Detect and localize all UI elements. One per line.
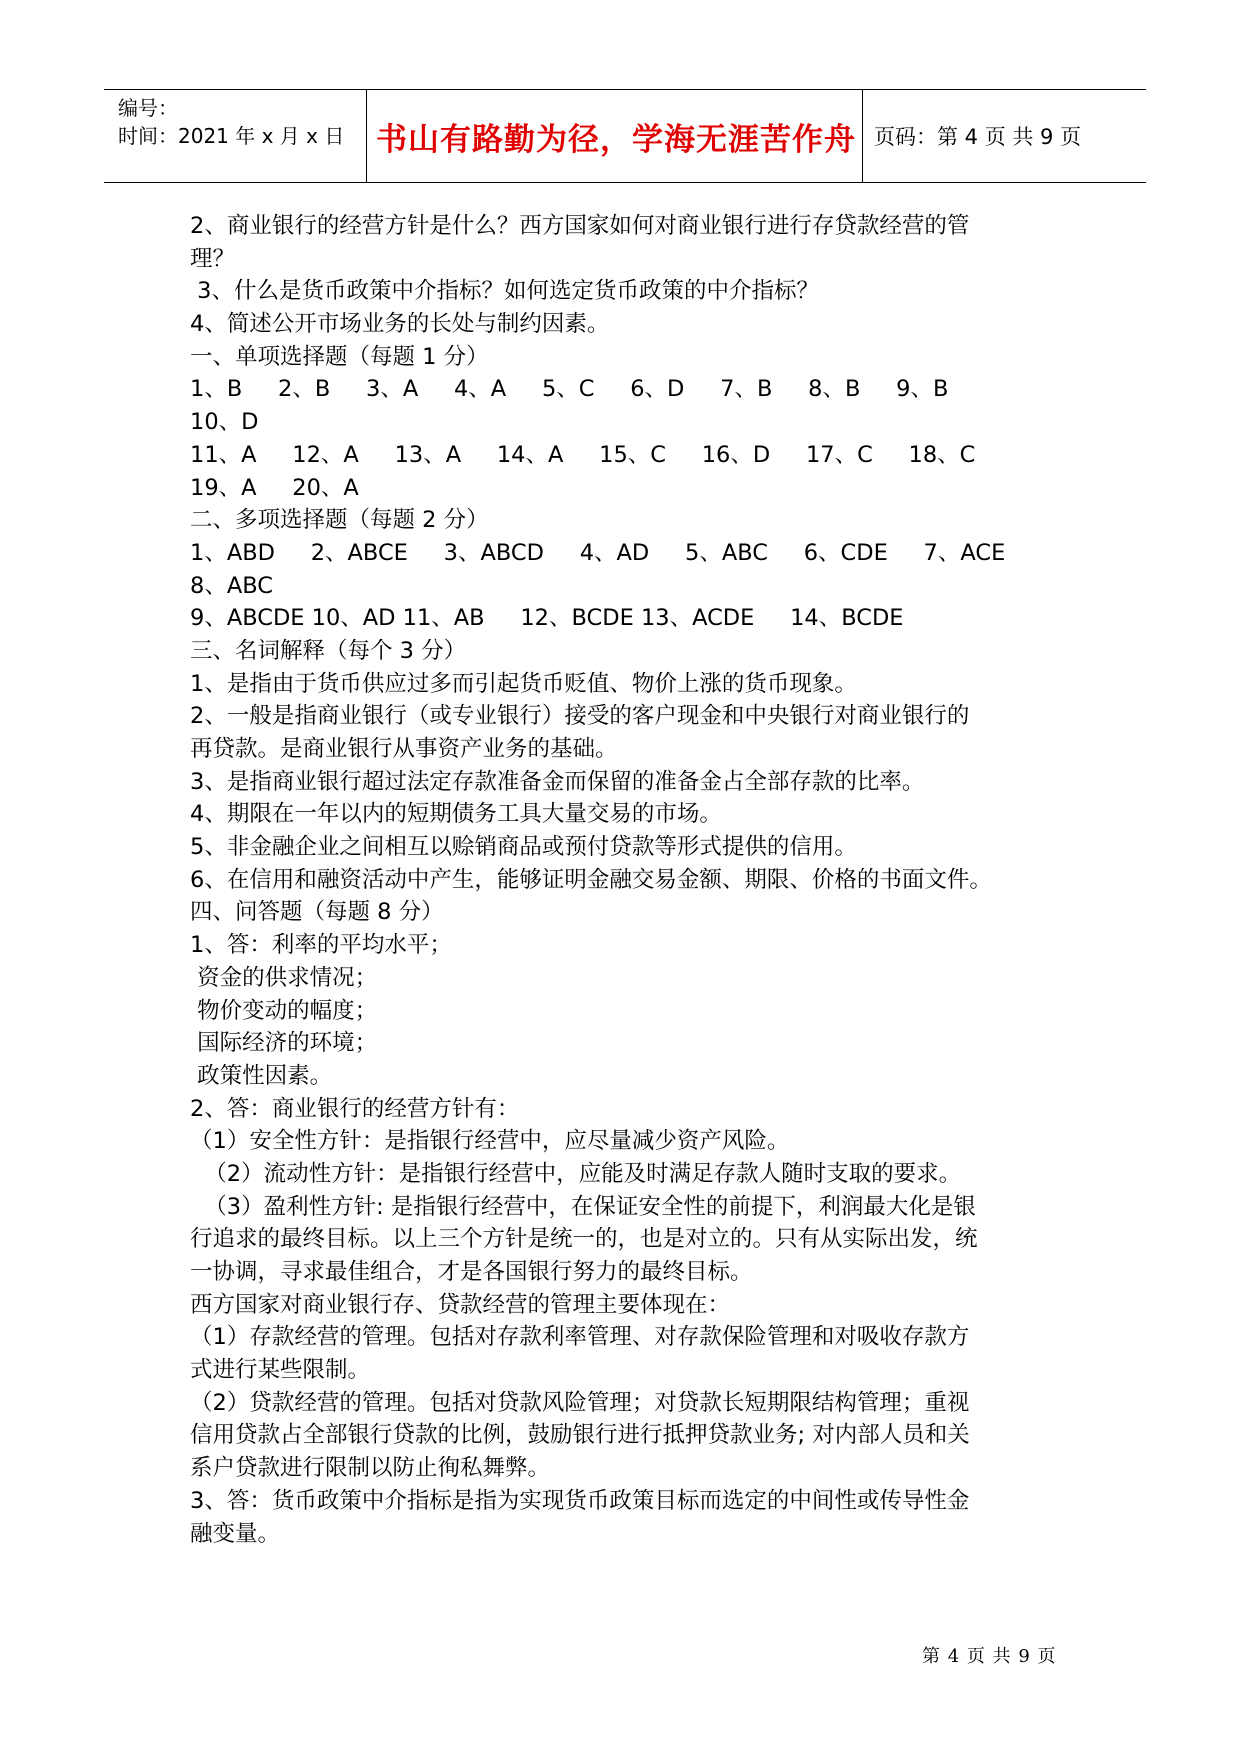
document-body — [190, 210, 1070, 1550]
text-line: 1、答：利率的平均水平； — [190, 932, 452, 959]
text-line: 再贷款。是商业银行从事资产业务的基础。 — [190, 736, 618, 762]
text-line: 西方国家对商业银行存、贷款经营的管理主要体现在： — [190, 1291, 731, 1318]
header-divider-left — [366, 90, 367, 182]
document-time-label: 时间：2021 年 x 月 x 日 — [118, 124, 345, 148]
document-header — [104, 89, 1146, 183]
text-line: 8、ABC — [190, 572, 273, 599]
text-line: 2、商业银行的经营方针是什么？西方国家如何对商业银行进行存贷款经营的管 — [190, 213, 970, 239]
text-line: 2、答：商业银行的经营方针有： — [190, 1095, 520, 1122]
text-line: 3、答：货币政策中介指标是指为实现货币政策目标而选定的中间性或传导性金 — [190, 1487, 970, 1514]
text-line: 4、期限在一年以内的短期债务工具大量交易的市场。 — [190, 801, 722, 828]
text-line: 10、D — [190, 409, 259, 436]
text-line: 1、ABD 2、ABCE 3、ABCD 4、AD 5、ABC 6、CDE 7、ACE — [190, 539, 1006, 566]
text-line: 11、A 12、A 13、A 14、A 15、C 16、D 17、C 18、C — [190, 441, 976, 468]
text-line: 行追求的最终目标。以上三个方针是统一的，也是对立的。只有从实际出发，统 — [190, 1226, 978, 1253]
text-line: 1、是指由于货币供应过多而引起货币贬值、物价上涨的货币现象。 — [190, 670, 857, 697]
text-line: 一、单项选择题（每题 1 分） — [190, 343, 489, 370]
text-line: 1、B 2、B 3、A 4、A 5、C 6、D 7、B 8、B 9、B — [190, 376, 949, 403]
text-line: 6、在信用和融资活动中产生，能够证明金融交易金额、期限、价格的书面文件。 — [190, 866, 992, 893]
text-line: （2）贷款经营的管理。包括对贷款风险管理；对贷款长短期限结构管理；重视 — [190, 1389, 970, 1416]
text-line: 19、A 20、A — [190, 474, 359, 501]
text-line: 2、一般是指商业银行（或专业银行）接受的客户现金和中央银行对商业银行的 — [190, 703, 970, 730]
page-footer: 第 4 页 共 9 页 — [922, 1646, 1057, 1667]
text-line: 国际经济的环境； — [190, 1030, 378, 1057]
text-line: 5、非金融企业之间相互以赊销商品或预付贷款等形式提供的信用。 — [190, 834, 857, 861]
text-line: 信用贷款占全部银行贷款的比例，鼓励银行进行抵押贷款业务; 对内部人员和关 — [190, 1422, 970, 1449]
text-line: 政策性因素。 — [190, 1062, 333, 1089]
header-left-cell — [118, 94, 344, 150]
text-line: 一协调，寻求最佳组合，才是各国银行努力的最终目标。 — [190, 1259, 753, 1285]
text-line: （1）安全性方针：是指银行经营中，应尽量减少资产风险。 — [190, 1128, 790, 1155]
text-line: 3、什么是货币政策中介指标？如何选定货币政策的中介指标？ — [190, 278, 819, 305]
text-line: 式进行某些限制。 — [190, 1357, 371, 1384]
header-motto: 书山有路勤为径，学海无涯苦作舟 — [376, 121, 856, 158]
text-line: 资金的供求情况； — [190, 964, 378, 991]
text-line: 系户贷款进行限制以防止徇私舞弊。 — [190, 1455, 551, 1482]
document-number-label: 编号： — [118, 96, 178, 120]
text-line: 三、名词解释（每个 3 分） — [190, 637, 467, 664]
header-page-label: 页码：第 4 页 共 9 页 — [874, 125, 1082, 149]
header-divider-right — [862, 90, 863, 182]
text-line: 物价变动的幅度； — [190, 997, 378, 1024]
text-line: 理？ — [190, 245, 236, 272]
text-line: 9、ABCDE 10、AD 11、AB 12、BCDE 13、ACDE 14、BCDE — [190, 605, 904, 632]
text-line: 3、是指商业银行超过法定存款准备金而保留的准备金占全部存款的比率。 — [190, 768, 925, 795]
text-line: （1）存款经营的管理。包括对存款利率管理、对存款保险管理和对吸收存款方 — [190, 1324, 970, 1351]
text-line: 融变量。 — [190, 1520, 281, 1547]
text-line: （2）流动性方针：是指银行经营中，应能及时满足存款人随时支取的要求。 — [190, 1160, 962, 1187]
text-line: （3）盈利性方针: 是指银行经营中，在保证安全性的前提下，利润最大化是银 — [190, 1193, 976, 1220]
text-line: 四、问答题（每题 8 分） — [190, 899, 444, 926]
text-line: 二、多项选择题（每题 2 分） — [190, 507, 489, 534]
text-line: 4、简述公开市场业务的长处与制约因素。 — [190, 311, 610, 338]
